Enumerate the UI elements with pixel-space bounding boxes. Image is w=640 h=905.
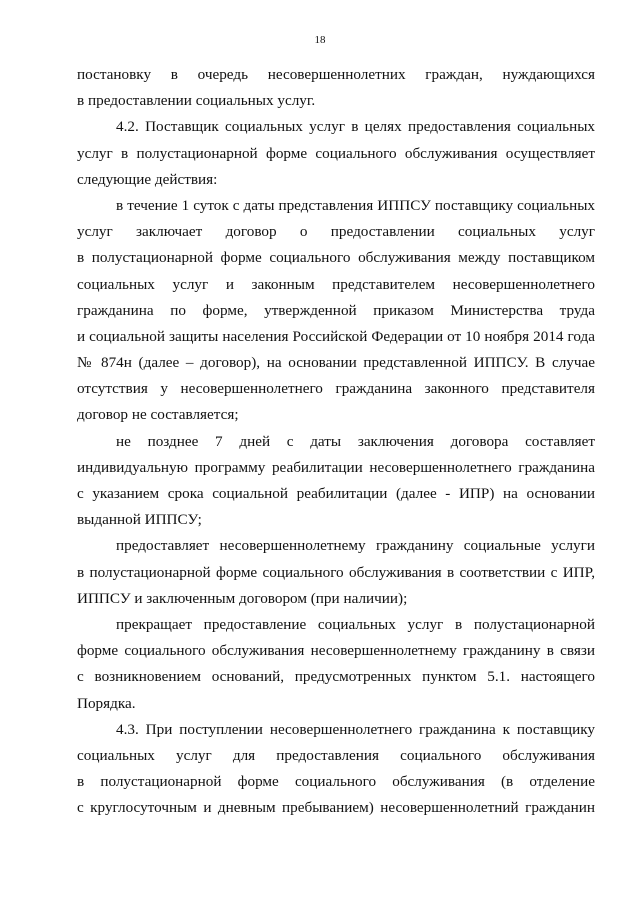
text-line: 4.2. Поставщик социальных услуг в целях предоставления социальных	[116, 118, 595, 136]
text-line: социальных услуг для предоставления социального обслуживания	[77, 746, 595, 764]
text-line: услуг заключает договор о предоставлении социальных услуг	[77, 223, 595, 241]
text-line: не позднее 7 дней с даты заключения договора составляет	[116, 432, 595, 450]
text-line: в течение 1 суток с даты представления ИППСУ поставщику социальных	[116, 196, 595, 214]
page-number: 18	[314, 34, 326, 46]
paragraph-action-provide	[77, 533, 595, 612]
text-line: ИППСУ и заключенным договором (при наличии);	[77, 589, 408, 607]
text-line: с возникновением оснований, предусмотренных пунктом 5.1. настоящего	[77, 668, 595, 686]
text-line: с указанием срока социальной реабилитации (далее - ИПР) на основании	[77, 485, 595, 502]
text-line: и социальной защиты населения Российской Федерации от 10 ноября 2014 года	[77, 327, 595, 345]
text-line: № 874н (далее – договор), на основании представленной ИППСУ. В случае	[77, 354, 595, 372]
text-line: прекращает предоставление социальных услуг в полустационарной	[116, 615, 595, 633]
text-line: выданной ИППСУ;	[77, 511, 202, 529]
text-line: в полустационарной форме социального обслуживания (в отделение	[77, 773, 595, 791]
text-line: с круглосуточным и дневным пребыванием) несовершеннолетний гражданин	[77, 799, 595, 817]
text-line: форме социального обслуживания несовершеннолетнему гражданину в связи	[77, 642, 595, 660]
text-line: в полустационарной форме социального обслуживания между поставщиком	[77, 249, 595, 267]
text-line: отсутствия у несовершеннолетнего гражданина законного представителя	[77, 380, 595, 398]
text-line: социальных услуг и законным представителем несовершеннолетнего	[77, 275, 595, 293]
paragraph-action-contract	[77, 193, 595, 429]
paragraph-4-2	[77, 114, 595, 193]
text-line: следующие действия:	[77, 170, 218, 188]
paragraph-action-ipr	[77, 429, 595, 534]
document-body	[77, 62, 595, 821]
text-line: договор не составляется;	[77, 406, 239, 424]
paragraph-continuation	[77, 62, 595, 114]
text-line: постановку в очередь несовершеннолетних граждан, нуждающихся	[77, 66, 595, 83]
text-line: Порядка.	[77, 694, 136, 712]
text-line: гражданина по форме, утвержденной приказом Министерства труда	[77, 301, 595, 319]
text-line: в полустационарной форме социального обслуживания в соответствии с ИПР,	[77, 563, 595, 581]
text-line: услуг в полустационарной форме социального обслуживания осуществляет	[77, 144, 595, 162]
text-line: предоставляет несовершеннолетнему гражданину социальные услуги	[116, 537, 595, 555]
text-line: 4.3. При поступлении несовершеннолетнего гражданина к поставщику	[116, 720, 595, 738]
text-line: индивидуальную программу реабилитации несовершеннолетнего гражданина	[77, 458, 595, 476]
text-line: в предоставлении социальных услуг.	[77, 92, 316, 110]
paragraph-4-3	[77, 717, 595, 822]
paragraph-action-terminate	[77, 612, 595, 717]
